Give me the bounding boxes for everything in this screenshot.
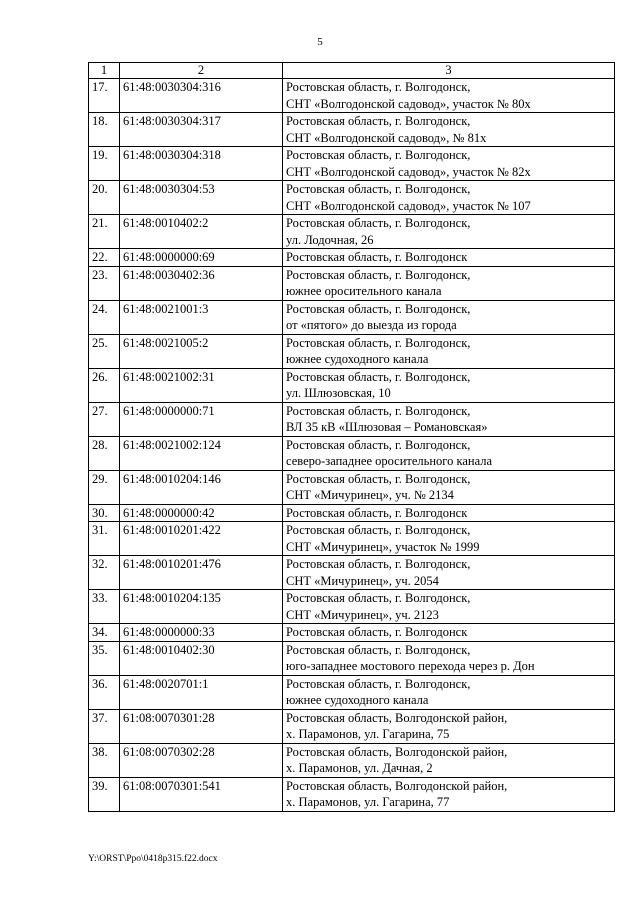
address-line: СНТ «Волгодонской садовод», № 81х [286,130,487,145]
row-number: 35. [89,641,120,675]
table-row [89,79,615,113]
table-row [89,113,615,147]
address-cell [283,249,615,267]
address-line: юго-западнее мостового перехода через р. Дон [286,659,535,673]
cadastral-number: 61:48:0010204:146 [120,470,283,504]
row-number: 33. [89,590,120,624]
row-number: 30. [89,504,120,522]
cadastral-number: 61:48:0010201:422 [120,522,283,556]
table-row [89,743,615,777]
row-number: 21. [89,215,120,249]
cadastral-number: 61:48:0021001:3 [120,300,283,334]
address-cell [283,709,615,743]
address-line: Ростовская область, г. Волгодонск, [286,335,471,350]
address-cell [283,147,615,181]
cadastral-number: 61:08:0070301:28 [120,709,283,743]
address-line: Ростовская область, г. Волгодонск, [286,523,471,537]
table-row [89,777,615,811]
address-line: СНТ «Мичуринец», уч. № 2134 [286,488,454,502]
cadastral-number: 61:48:0020701:1 [120,675,283,709]
row-number: 18. [89,113,120,147]
table-row [89,556,615,590]
address-cell [283,624,615,642]
cadastral-number: 61:08:0070301:541 [120,777,283,811]
address-line: Ростовская область, г. Волгодонск, [286,216,471,230]
row-number: 24. [89,300,120,334]
file-path-footer: Y:\ORST\Ppo\0418p315.f22.docx [88,854,218,864]
table-row [89,641,615,675]
address-line: Ростовская область, г. Волгодонск, [286,642,471,657]
address-line: СНТ «Волгодонской садовод», участок № 80х [286,96,531,111]
row-number: 38. [89,743,120,777]
address-line: Ростовская область, г. Волгодонск, [286,369,471,384]
address-cell [283,641,615,675]
row-number: 17. [89,79,120,113]
table-row [89,470,615,504]
row-number: 31. [89,522,120,556]
address-cell [283,522,615,556]
table-row [89,402,615,436]
cadastral-number: 61:48:0021005:2 [120,334,283,368]
address-line: Ростовская область, г. Волгодонск [286,625,468,639]
column-header-cadastral: 2 [120,63,283,79]
address-cell [283,436,615,470]
cadastral-number: 61:48:0030304:53 [120,181,283,215]
cadastral-number: 61:48:0030304:316 [120,79,283,113]
address-cell [283,675,615,709]
address-line: Ростовская область, г. Волгодонск, [286,148,471,162]
table-row [89,181,615,215]
row-number: 37. [89,709,120,743]
table-body [89,79,615,812]
address-line: Ростовская область, г. Волгодонск [286,250,468,264]
address-line: ВЛ 35 кВ «Шлюзовая – Романовская» [286,420,488,434]
address-line: Ростовская область, Волгодонской район, [286,710,508,725]
address-cell [283,79,615,113]
table-header-row [89,63,615,79]
address-line: южнее судоходного канала [286,693,429,707]
address-line: ул. Шлюзовская, 10 [286,386,391,400]
address-line: Ростовская область, г. Волгодонск, [286,182,471,196]
address-cell [283,334,615,368]
row-number: 22. [89,249,120,267]
address-cell [283,743,615,777]
address-line: от «пятого» до выезда из города [286,318,457,332]
row-number: 20. [89,181,120,215]
cadastral-number: 61:48:0000000:69 [120,249,283,267]
table-row [89,675,615,709]
cadastral-number: 61:48:0021002:31 [120,368,283,402]
address-cell [283,402,615,436]
column-header-number: 1 [89,63,120,79]
cadastral-number: 61:48:0010204:135 [120,590,283,624]
page-number: 5 [317,36,323,48]
address-line: х. Парамонов, ул. Дачная, 2 [286,761,433,775]
address-line: Ростовская область, г. Волгодонск, [286,591,471,605]
row-number: 39. [89,777,120,811]
table-row [89,368,615,402]
address-line: Ростовская область, г. Волгодонск, [286,114,471,128]
table-row [89,300,615,334]
address-cell [283,556,615,590]
table-row [89,334,615,368]
address-line: Ростовская область, г. Волгодонск [286,505,468,520]
address-cell [283,368,615,402]
cadastral-number: 61:48:0000000:42 [120,504,283,522]
address-line: х. Парамонов, ул. Гагарина, 75 [286,727,450,741]
address-line: Ростовская область, Волгодонской район, [286,778,508,793]
address-line: ул. Лодочная, 26 [286,232,374,247]
address-line: СНТ «Мичуринец», уч. 2054 [286,573,439,588]
address-line: Ростовская область, Волгодонской район, [286,744,508,759]
table-row [89,522,615,556]
address-line: СНТ «Мичуринец», участок № 1999 [286,539,480,554]
address-cell [283,504,615,522]
row-number: 19. [89,147,120,181]
address-line: Ростовская область, г. Волгодонск, [286,267,471,282]
address-line: Ростовская область, г. Волгодонск, [286,471,471,486]
address-line: Ростовская область, г. Волгодонск, [286,403,471,418]
cadastral-number: 61:48:0030402:36 [120,266,283,300]
table-row [89,624,615,642]
address-line: южнее оросительного канала [286,284,442,298]
address-line: Ростовская область, г. Волгодонск, [286,80,471,94]
row-number: 26. [89,368,120,402]
cadastral-number: 61:48:0000000:71 [120,402,283,436]
address-line: Ростовская область, г. Волгодонск, [286,437,471,452]
table-row [89,436,615,470]
table-row [89,215,615,249]
row-number: 29. [89,470,120,504]
address-line: СНТ «Волгодонской садовод», участок № 107 [286,198,531,213]
cadastral-number: 61:48:0021002:124 [120,436,283,470]
address-cell [283,470,615,504]
cadastral-number: 61:48:0030304:318 [120,147,283,181]
address-line: х. Парамонов, ул. Гагарина, 77 [286,795,450,809]
address-line: северо-западнее оросительного канала [286,454,493,468]
table-row [89,249,615,267]
row-number: 28. [89,436,120,470]
address-cell [283,300,615,334]
address-line: СНТ «Волгодонской садовод», участок № 82х [286,164,531,179]
row-number: 23. [89,266,120,300]
address-line: Ростовская область, г. Волгодонск, [286,301,471,316]
address-cell [283,113,615,147]
table-row [89,590,615,624]
address-line: южнее судоходного канала [286,352,429,366]
row-number: 25. [89,334,120,368]
column-header-address: 3 [283,63,615,79]
cadastral-number: 61:08:0070302:28 [120,743,283,777]
table-row [89,147,615,181]
row-number: 27. [89,402,120,436]
address-line: Ростовская область, г. Волгодонск, [286,557,471,571]
address-cell [283,590,615,624]
cadastral-number: 61:48:0030304:317 [120,113,283,147]
address-cell [283,266,615,300]
cadastral-number: 61:48:0000000:33 [120,624,283,642]
cadastral-number: 61:48:0010201:476 [120,556,283,590]
cadastral-number: 61:48:0010402:30 [120,641,283,675]
cadastral-table [88,62,615,812]
address-cell [283,215,615,249]
table-row [89,266,615,300]
address-line: Ростовская область, г. Волгодонск, [286,676,471,691]
row-number: 36. [89,675,120,709]
table-row [89,709,615,743]
address-cell [283,181,615,215]
row-number: 32. [89,556,120,590]
address-cell [283,777,615,811]
address-line: СНТ «Мичуринец», уч. 2123 [286,607,439,622]
cadastral-number: 61:48:0010402:2 [120,215,283,249]
table-row [89,504,615,522]
row-number: 34. [89,624,120,642]
